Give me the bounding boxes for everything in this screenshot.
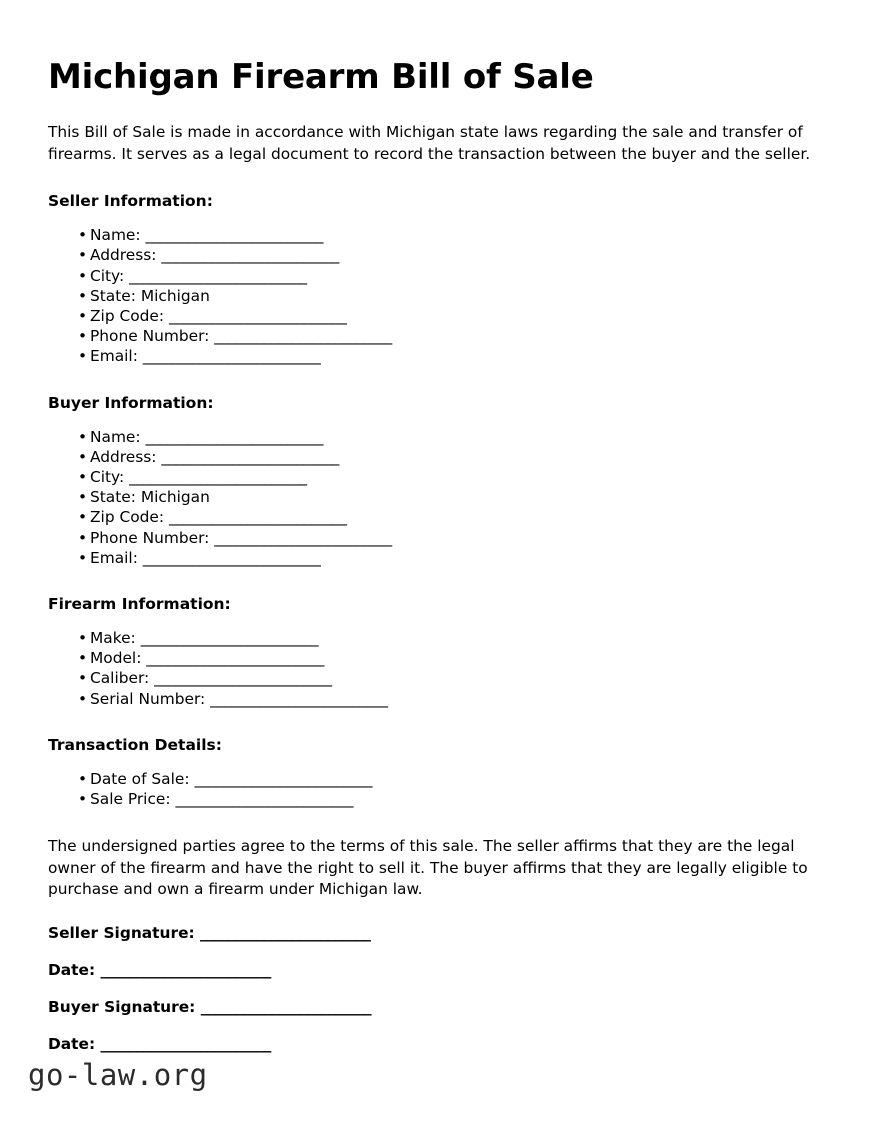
field-label: Date of Sale: (90, 769, 195, 788)
signature-blank[interactable]: ________________________ (100, 960, 271, 979)
field-label: State: Michigan (90, 286, 210, 305)
closing-paragraph: The undersigned parties agree to the terms of this sale. The seller affirms that they are the legal owner of the firearm and have the right to sell it. The buyer affirms that they are legally eligible to purchase and own a firearm under Michigan law. (48, 837, 808, 899)
transaction-details-heading: Transaction Details: (48, 735, 222, 754)
field-label: Make: (90, 628, 141, 647)
list-item (48, 689, 823, 709)
page-title: Michigan Firearm Bill of Sale (48, 57, 594, 97)
field-blank[interactable]: _________________________ (129, 467, 307, 486)
field-blank[interactable]: _________________________ (161, 447, 339, 466)
list-item (48, 225, 823, 245)
field-blank[interactable]: _________________________ (168, 306, 347, 325)
signature-blank[interactable]: ________________________ (200, 997, 371, 1016)
field-blank[interactable]: _________________________ (214, 327, 392, 346)
field-blank[interactable]: _________________________ (145, 427, 323, 446)
field-blank[interactable]: _________________________ (142, 347, 321, 366)
list-item (48, 346, 823, 366)
list-item (48, 528, 823, 548)
list-item (48, 447, 823, 467)
signature-label: Buyer Signature: (48, 997, 201, 1016)
field-label: Phone Number: (90, 327, 215, 346)
list-item (48, 769, 823, 789)
buyer-information-list (48, 413, 823, 568)
seller-information-list (48, 211, 823, 366)
field-label: Address: (90, 246, 162, 265)
signature-blank[interactable]: ________________________ (200, 923, 371, 942)
signature-label: Date: (48, 960, 101, 979)
seller-date-line (48, 943, 823, 980)
list-item (48, 628, 823, 648)
field-label: State: Michigan (90, 488, 210, 507)
list-item (48, 326, 823, 346)
list-item (48, 266, 823, 286)
field-label: Name: (90, 427, 146, 446)
field-blank[interactable]: _________________________ (129, 266, 307, 285)
field-label: Serial Number: (90, 689, 211, 708)
field-blank[interactable]: _________________________ (142, 548, 321, 567)
field-label: Address: (90, 447, 162, 466)
list-item (48, 668, 823, 688)
field-blank[interactable]: _________________________ (210, 689, 388, 708)
field-blank[interactable]: _________________________ (194, 769, 372, 788)
firearm-information-heading: Firearm Information: (48, 594, 231, 613)
seller-signature-line (48, 923, 823, 943)
list-item (48, 507, 823, 527)
field-blank[interactable]: _________________________ (168, 508, 347, 527)
field-label: Caliber: (90, 669, 155, 688)
list-item (48, 306, 823, 326)
list-item (48, 467, 823, 487)
field-label: Zip Code: (90, 306, 169, 325)
seller-information-heading: Seller Information: (48, 192, 213, 211)
site-watermark: go-law.org (28, 1058, 208, 1092)
field-blank[interactable]: _________________________ (154, 669, 332, 688)
field-blank[interactable]: _________________________ (145, 226, 323, 245)
field-label: Phone Number: (90, 528, 215, 547)
field-blank[interactable]: _________________________ (161, 246, 339, 265)
list-item (48, 286, 823, 306)
field-label: Sale Price: (90, 789, 176, 808)
field-label: Email: (90, 548, 143, 567)
field-blank[interactable]: _________________________ (140, 628, 319, 647)
field-label: City: (90, 266, 130, 285)
firearm-information-list (48, 614, 823, 709)
list-item (48, 648, 823, 668)
intro-paragraph: This Bill of Sale is made in accordance with Michigan state laws regarding the sale and transfer of firearms. It serves as a legal document to record the transaction between the buyer and the seller. (48, 123, 811, 163)
signature-blank[interactable]: ________________________ (100, 1034, 271, 1053)
field-label: City: (90, 467, 130, 486)
document-content (48, 0, 823, 1054)
field-blank[interactable]: _________________________ (146, 649, 324, 668)
list-item (48, 487, 823, 507)
list-item (48, 548, 823, 568)
buyer-date-line (48, 1017, 823, 1054)
list-item (48, 427, 823, 447)
field-blank[interactable]: _________________________ (214, 528, 392, 547)
signature-label: Date: (48, 1034, 101, 1053)
signature-section (48, 901, 823, 1054)
buyer-signature-line (48, 980, 823, 1017)
field-label: Zip Code: (90, 508, 169, 527)
list-item (48, 789, 823, 809)
buyer-information-heading: Buyer Information: (48, 393, 214, 412)
field-label: Name: (90, 226, 146, 245)
field-label: Model: (90, 649, 147, 668)
list-item (48, 245, 823, 265)
field-blank[interactable]: _________________________ (175, 789, 353, 808)
transaction-details-list (48, 755, 823, 809)
signature-label: Seller Signature: (48, 923, 201, 942)
field-label: Email: (90, 347, 143, 366)
